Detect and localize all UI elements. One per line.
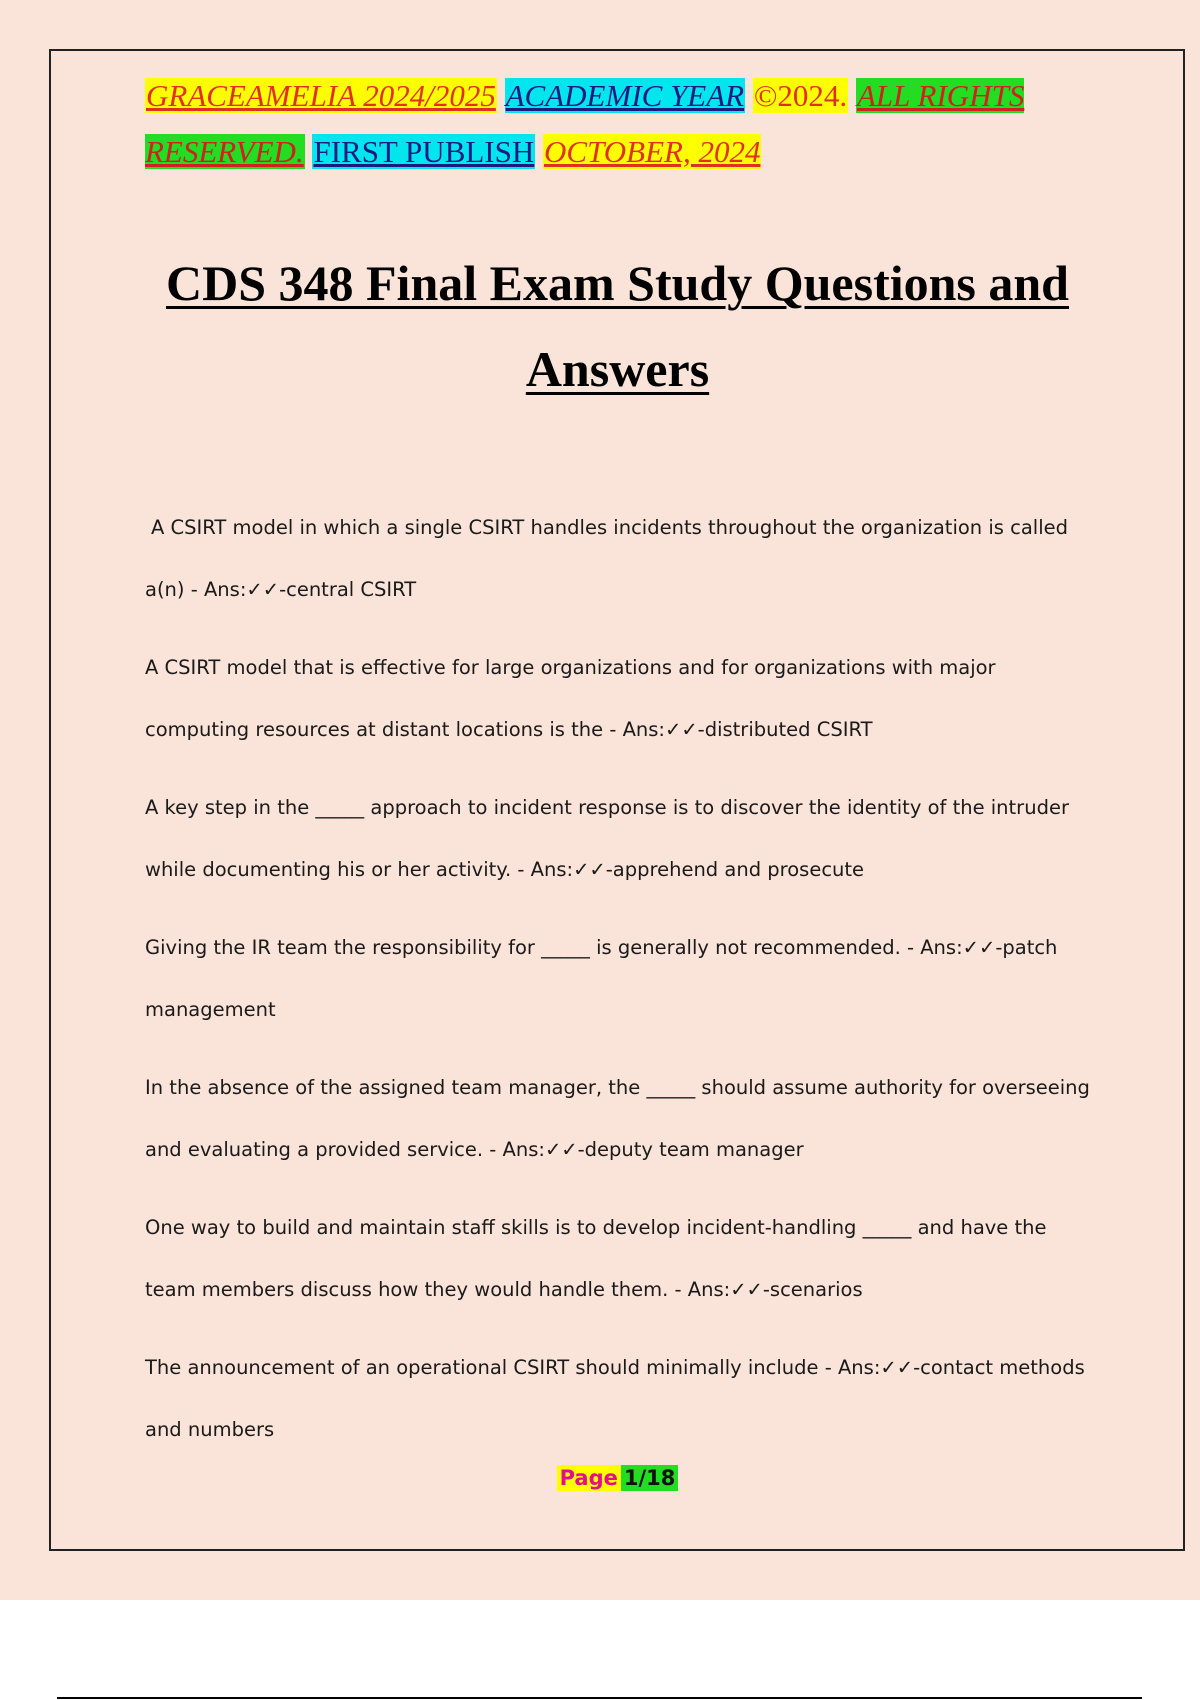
qa-item: A CSIRT model that is effective for large organizations and for organizations with major computing resources at distant locations is the - Ans:✓✓-distributed CSIRT — [145, 656, 996, 741]
qa-item: One way to build and maintain staff skills is to develop incident-handling _____ and have the team members discuss how they would handle them. - Ans:✓✓-scenarios — [145, 1216, 1047, 1301]
page-number-label: Page — [557, 1465, 621, 1491]
qa-item: A key step in the _____ approach to incident response is to discover the identity of the intruder while documenting his or her activity. - Ans:✓✓-apprehend and prosecute — [145, 796, 1069, 881]
qa-item: Giving the IR team the responsibility for _____ is generally not recommended. - Ans:✓✓-patch management — [145, 936, 1058, 1021]
qa-item: The announcement of an operational CSIRT should minimally include - Ans:✓✓-contact methods and numbers — [145, 1356, 1085, 1441]
copyright-banner — [145, 68, 1085, 180]
banner-publish-date: OCTOBER, 2024 — [544, 134, 761, 169]
page-number — [0, 1466, 1200, 1490]
banner-academic-year: ACADEMIC YEAR — [505, 78, 745, 113]
banner-first-publish: FIRST PUBLISH — [313, 134, 535, 169]
banner-rights: ALL RIGHTS RESERVED. — [145, 78, 1025, 169]
qa-item: In the absence of the assigned team manager, the _____ should assume authority for overseeing and evaluating a provided service. - Ans:✓✓-deputy team manager — [145, 1076, 1090, 1161]
qa-list — [145, 497, 1095, 1477]
page-number-count: 1/18 — [621, 1465, 679, 1491]
document-title — [100, 240, 1135, 412]
document-title-text: CDS 348 Final Exam Study Questions and Answers — [165, 255, 1069, 397]
footer-divider — [57, 1697, 1142, 1699]
banner-author-year: GRACEAMELIA 2024/2025 — [146, 78, 496, 113]
qa-item: A CSIRT model in which a single CSIRT handles incidents throughout the organization is called a(n) - Ans:✓✓-central CSIRT — [145, 516, 1069, 601]
banner-copyright: ©2024. — [753, 78, 848, 113]
